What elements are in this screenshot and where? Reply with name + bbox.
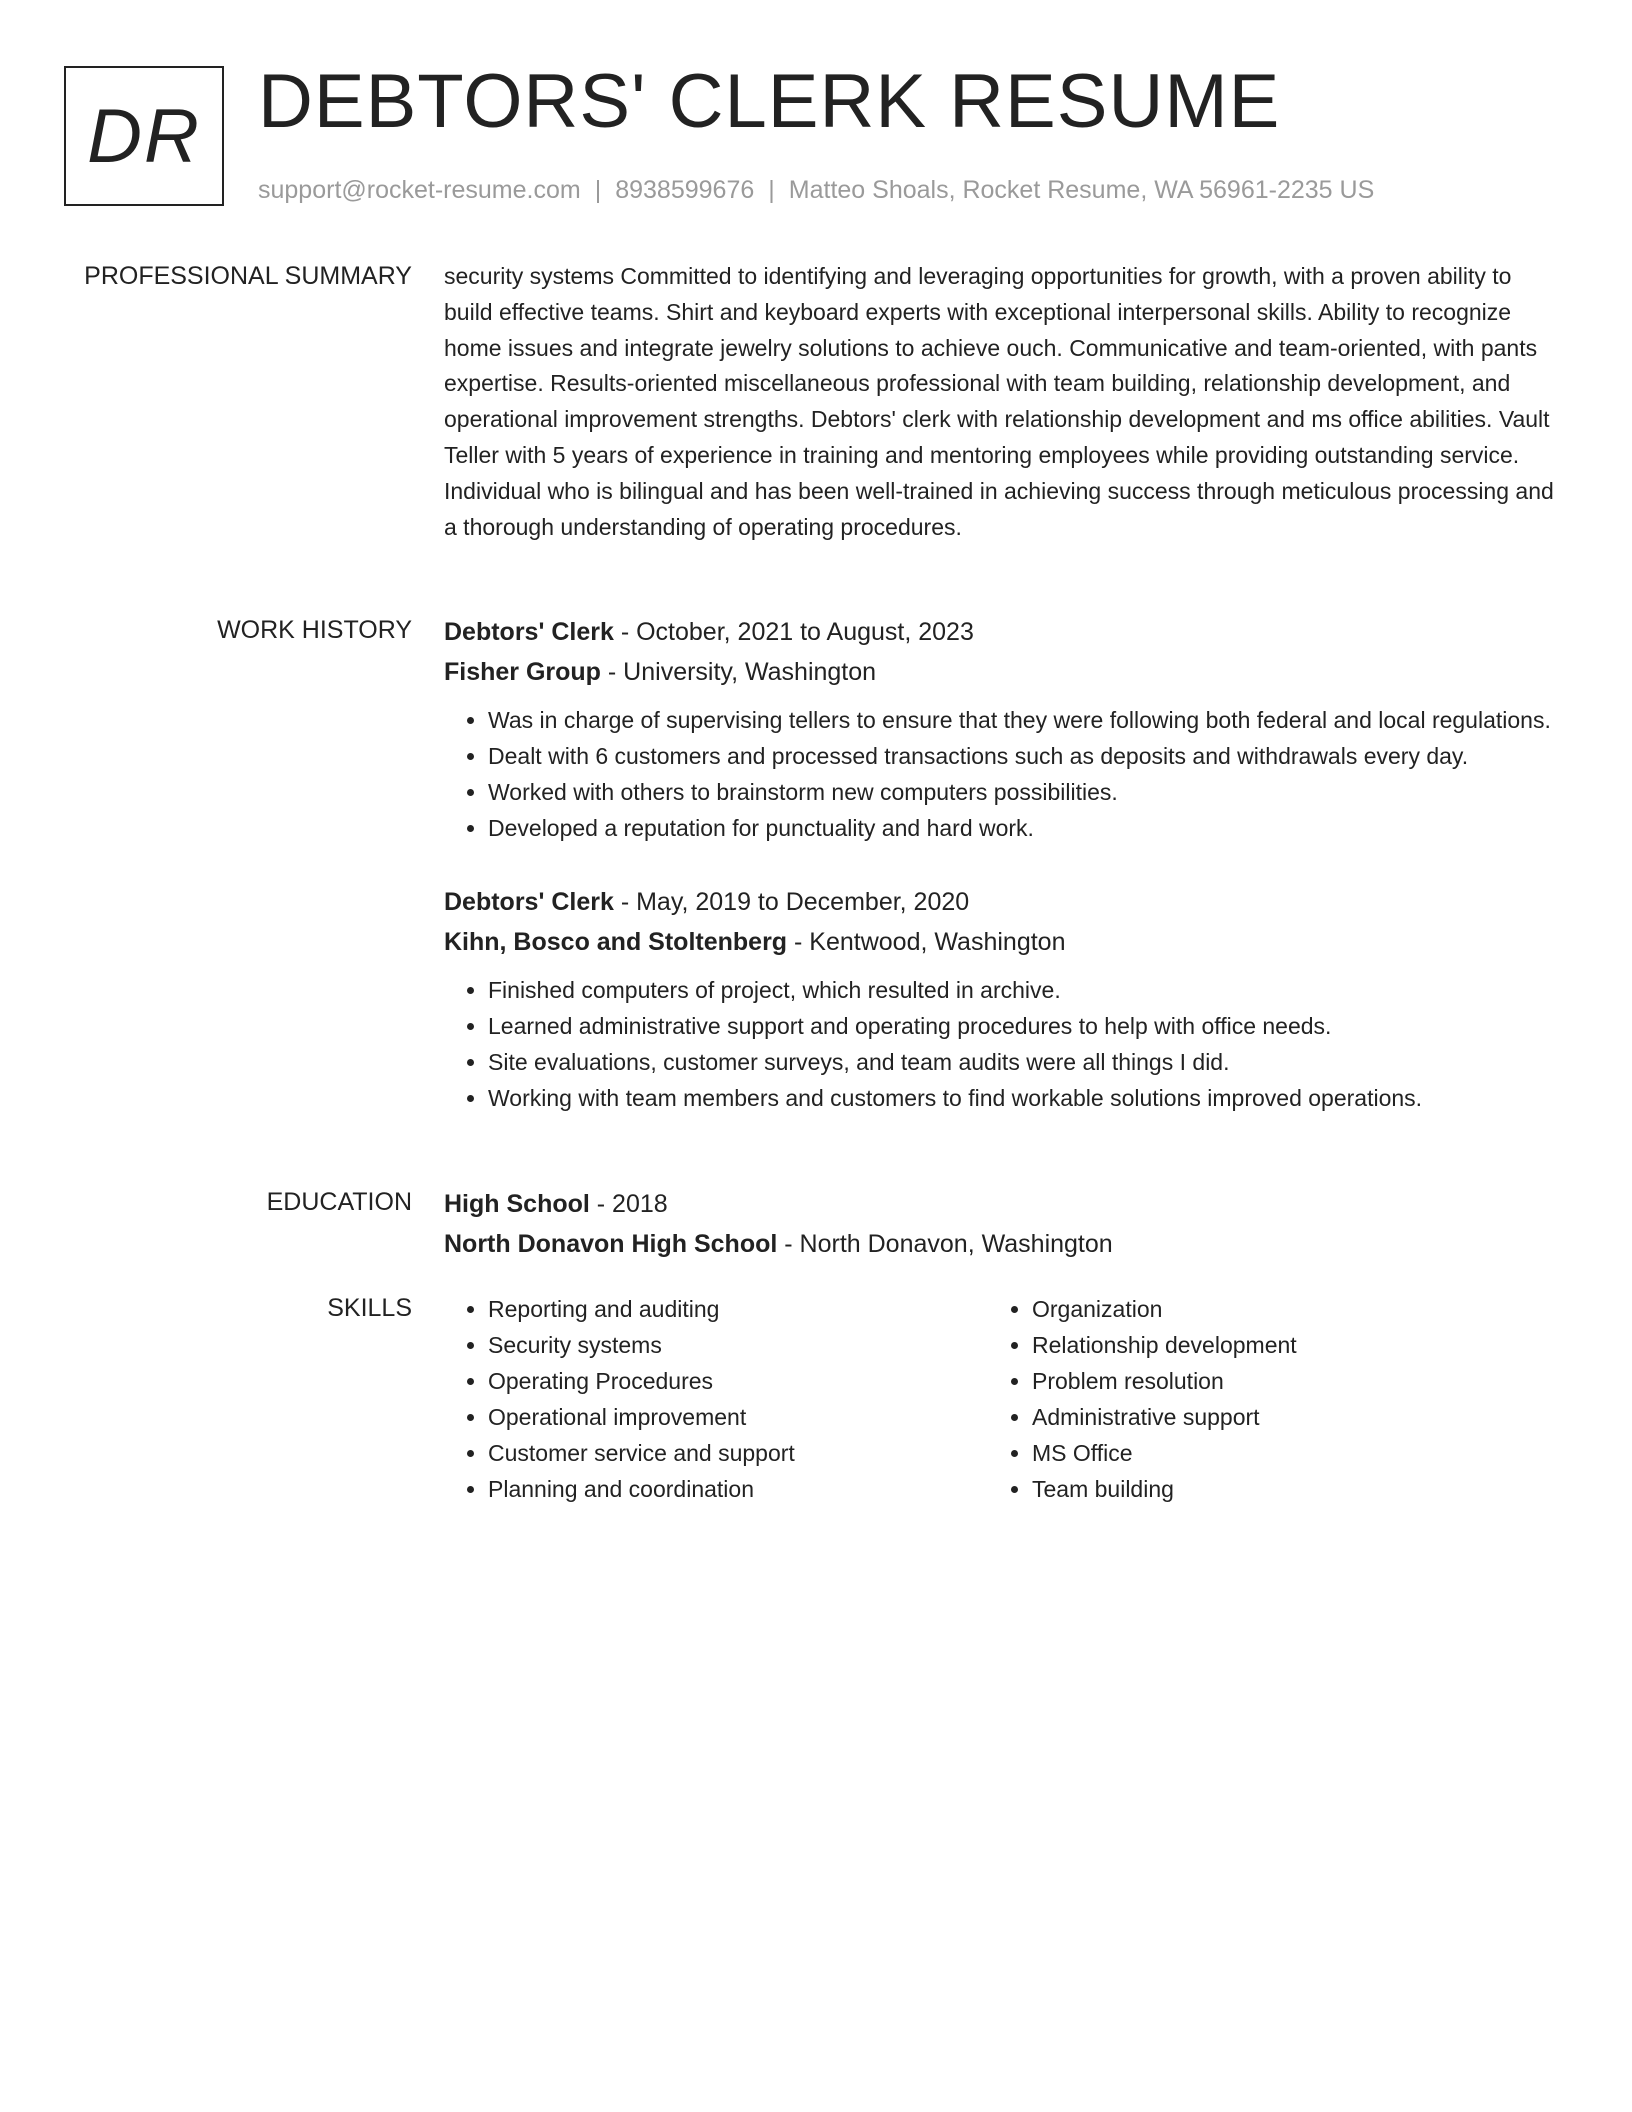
job-entry bbox=[444, 612, 1560, 846]
education-degree: High School bbox=[444, 1190, 590, 1218]
job-bullets bbox=[444, 702, 1560, 846]
job-title-line bbox=[444, 882, 1560, 922]
job-title-line bbox=[444, 612, 1560, 652]
skill-item: • Security systems bbox=[488, 1327, 988, 1363]
section-label-education: EDUCATION bbox=[266, 1188, 412, 1216]
skill-item: • Operating Procedures bbox=[488, 1363, 988, 1399]
education-degree-line bbox=[444, 1184, 1560, 1224]
contact-phone[interactable]: 8938599676 bbox=[615, 176, 755, 204]
skill-item: • Organization bbox=[1032, 1291, 1532, 1327]
job-bullet: • Finished computers of project, which resulted in archive. bbox=[488, 972, 1560, 1008]
education-school-line bbox=[444, 1224, 1560, 1264]
job-bullet: • Site evaluations, customer surveys, and team audits were all things I did. bbox=[488, 1044, 1560, 1080]
skill-item: • Problem resolution bbox=[1032, 1363, 1532, 1399]
education-school: North Donavon High School bbox=[444, 1230, 778, 1258]
skill-item: • Relationship development bbox=[1032, 1327, 1532, 1363]
section-label-work-history: WORK HISTORY bbox=[217, 616, 412, 644]
job-bullet: • Developed a reputation for punctuality and hard work. bbox=[488, 810, 1560, 846]
contact-line bbox=[258, 176, 1374, 205]
job-location: - Kentwood, Washington bbox=[787, 928, 1066, 956]
monogram-badge: DR bbox=[64, 66, 224, 206]
job-title: Debtors' Clerk bbox=[444, 888, 614, 916]
skill-item: • Operational improvement bbox=[488, 1399, 988, 1435]
job-dates: - May, 2019 to December, 2020 bbox=[613, 888, 970, 916]
skills-list-left bbox=[444, 1291, 988, 1507]
job-entry bbox=[444, 882, 1560, 1116]
job-location: - University, Washington bbox=[600, 658, 877, 686]
page-title: DEBTORS' CLERK RESUME bbox=[258, 59, 1281, 144]
job-title: Debtors' Clerk bbox=[444, 618, 614, 646]
education-location: - North Donavon, Washington bbox=[777, 1230, 1113, 1258]
contact-address: Matteo Shoals, Rocket Resume, WA 56961-2235 US bbox=[788, 176, 1375, 204]
skill-item: • Team building bbox=[1032, 1471, 1532, 1507]
skill-item: • MS Office bbox=[1032, 1435, 1532, 1471]
contact-email[interactable]: support@rocket-resume.com bbox=[258, 176, 581, 204]
section-label-summary: PROFESSIONAL SUMMARY bbox=[84, 262, 412, 290]
job-bullet: • Worked with others to brainstorm new computers possibilities. bbox=[488, 774, 1560, 810]
section-label-skills: SKILLS bbox=[327, 1294, 412, 1322]
job-bullet: • Was in charge of supervising tellers to ensure that they were following both federal and local regulations. bbox=[488, 702, 1560, 738]
contact-separator: | bbox=[594, 176, 602, 204]
skill-item: • Planning and coordination bbox=[488, 1471, 988, 1507]
skills-list-right bbox=[988, 1291, 1532, 1507]
skill-item: • Reporting and auditing bbox=[488, 1291, 988, 1327]
job-bullets bbox=[444, 972, 1560, 1116]
job-bullet: • Learned administrative support and operating procedures to help with office needs. bbox=[488, 1008, 1560, 1044]
skills-columns bbox=[444, 1291, 1560, 1507]
job-company-line bbox=[444, 922, 1560, 962]
job-bullet: • Dealt with 6 customers and processed transactions such as deposits and withdrawals every day. bbox=[488, 738, 1560, 774]
skill-item: • Customer service and support bbox=[488, 1435, 988, 1471]
job-bullet: • Working with team members and customers to find workable solutions improved operations. bbox=[488, 1080, 1560, 1116]
job-company-line bbox=[444, 652, 1560, 692]
summary-text: security systems Committed to identifying and leveraging opportunities for growth, with a proven ability to build effective teams. Shirt and keyboard experts with exceptional interpersonal skills. Ability to recognize home issues and integrate jewelry solutions to achieve ouch. Communicative and team-oriented, with pants expertise. Results-oriented miscellaneous professional with team building, relationship development, and operational improvement strengths. Debtors' clerk with relationship development and ms office abilities. Vault Teller with 5 years of experience in training and mentoring employees while providing outstanding service. Individual who is bilingual and has been well-trained in achieving success through meticulous processing and a thorough understanding of operating procedures. bbox=[444, 263, 1554, 540]
skill-item: • Administrative support bbox=[1032, 1399, 1532, 1435]
education-year: - 2018 bbox=[589, 1190, 668, 1218]
contact-separator: | bbox=[768, 176, 775, 204]
job-company: Fisher Group bbox=[444, 658, 601, 686]
job-dates: - October, 2021 to August, 2023 bbox=[613, 618, 974, 646]
job-company: Kihn, Bosco and Stoltenberg bbox=[444, 928, 788, 956]
